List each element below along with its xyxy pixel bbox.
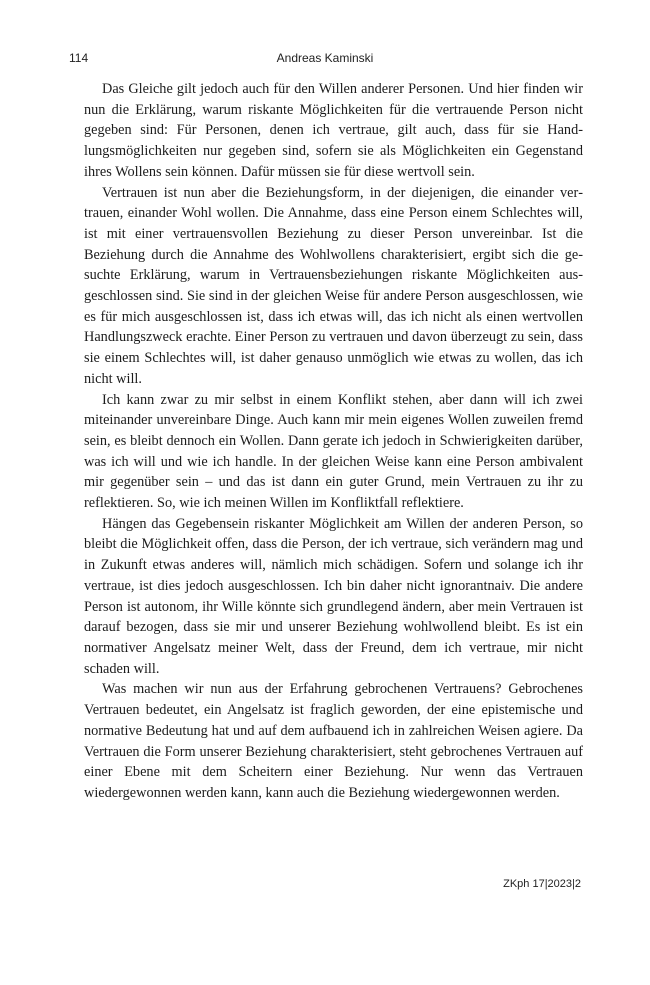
body-text [84,79,583,804]
paragraph: Ich kann zwar zu mir selbst in einem Konflikt stehen, aber dann will ich zwei miteinander unvereinbare Dinge. Auch kann mir mein eigenes Wollen zuweilen fremd sein, es bleibt dennoch ein Wollen. Dann gerate ich jedoch in Schwierigkeiten darüber, was ich will und wie ich handle. In der gleichen Weise kann eine Person ambivalent mir gegenüber sein – und das ist dann ein guter Grund, mein Vertrauen zu ihr zu reflektieren. So, wie ich meinen Willen im Konfliktfall reflektiere. [84,391,583,512]
paragraph: Vertrauen ist nun aber die Beziehungsform, in der diejenigen, die einander vertrauen, einander Wohl wollen. Die Annahme, dass eine Person einem Schlechtes will, ist mit einer vertrauensvollen Beziehung zu dieser Person unvereinbar. Ist die Beziehung durch die Annahme des Wohlwollens charakterisiert, ergibt sich die gesuchte Erklärung, warum in Vertrauensbeziehungen riskante Möglichkeiten ausgeschlossen sind. Sie sind in der gleichen Weise für andere Person ausgeschlossen, wie es für mich ausgeschlossen ist, dass ich etwas will, das ich nicht als einen wertvollen Handlungszweck erachte. Einer Person zu vertrauen und davon überzeugt zu sein, dass sie einem Schlechtes will, ist daher genauso unmöglich wie etwas zu wollen, das ich nicht will. [84,184,583,387]
journal-reference: ZKph 17|2023|2 [503,878,581,890]
author-name: Andreas Kaminski [276,51,374,65]
paragraph: Das Gleiche gilt jedoch auch für den Willen anderer Personen. Und hier finden wir nun die Erklärung, warum riskante Möglichkeiten für die vertrauende Person nicht gegeben sind: Für Personen, denen ich vertraue, gilt auch, dass für sie Handlungsmöglichkeiten nur gegeben sind, sofern sie als Möglichkeiten ein Gegenstand ihres Wollens sein können. Dafür müssen sie für diese wertvoll sein. [84,81,583,180]
page-number: 114 [69,51,89,65]
paragraph: Hängen das Gegebensein riskanter Möglichkeit am Willen der anderen Person, so bleibt die Möglichkeit offen, dass die Person, der ich vertraue, sich verändern mag und in Zukunft etwas anderes will, nämlich mich schädigen. Sofern und solange ich ihr vertraue, ist dies jedoch ausgeschlossen. Ich bin daher nicht ignorantnaiv. Die andere Person ist autonom, ihr Wille könnte sich grundlegend ändern, aber mein Vertrauen ist darauf bezogen, dass sie mir und unserer Beziehung wohlwollend bleibt. Es ist ein normativer Angelsatz meiner Welt, dass der Freund, dem ich vertraue, mir nicht schaden will. [84,515,583,677]
running-head [69,51,581,71]
paragraph: Was machen wir nun aus der Erfahrung gebrochenen Vertrauens? Gebrochenes Vertrauen bedeutet, ein Angelsatz ist fraglich geworden, der eine epistemische und normative Bedeutung hat und auf dem aufbauend ich in zahlreichen Weisen agiere. Da Vertrauen die Form unserer Beziehung charakterisiert, steht gebrochenes Vertrauen auf einer Ebene mit dem Scheitern einer Beziehung. Nur wenn das Vertrauen wiedergewonnen werden kann, kann auch die Beziehung wiedergewonnen werden. [84,681,583,801]
